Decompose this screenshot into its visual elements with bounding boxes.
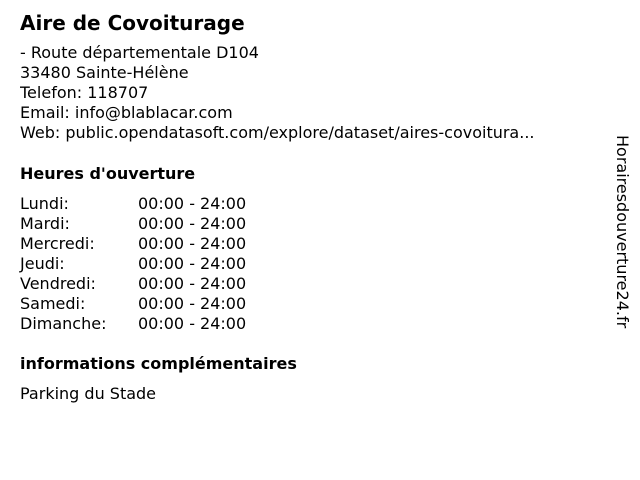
additional-info-heading: informations complémentaires [20, 354, 297, 373]
time-range: 00:00 - 24:00 [138, 254, 247, 273]
day-label: Samedi: [20, 294, 86, 313]
time-range: 00:00 - 24:00 [138, 194, 247, 213]
time-range: 00:00 - 24:00 [138, 234, 247, 253]
email-line: Email: info@blablacar.com [20, 103, 233, 122]
hours-row-mardi [20, 214, 280, 234]
time-range: 00:00 - 24:00 [138, 214, 247, 233]
time-range: 00:00 - 24:00 [138, 294, 247, 313]
address-line-1: - Route départementale D104 [20, 43, 259, 62]
day-label: Lundi: [20, 194, 69, 213]
website-line: Web: public.opendatasoft.com/explore/dataset/aires-covoitura... [20, 123, 535, 142]
phone-line: Telefon: 118707 [20, 83, 149, 102]
time-range: 00:00 - 24:00 [138, 314, 247, 333]
contact-details [20, 43, 600, 143]
additional-info-text: Parking du Stade [20, 384, 157, 403]
opening-hours-list [20, 194, 280, 334]
hours-row-jeudi [20, 254, 280, 274]
day-label: Vendredi: [20, 274, 96, 293]
address-line-2: 33480 Sainte-Hélène [20, 63, 189, 82]
hours-row-mercredi [20, 234, 280, 254]
page-title: Aire de Covoiturage [20, 11, 245, 35]
hours-row-vendredi [20, 274, 280, 294]
hours-row-lundi [20, 194, 280, 214]
day-label: Mardi: [20, 214, 70, 233]
hours-row-samedi [20, 294, 280, 314]
day-label: Jeudi: [20, 254, 65, 273]
opening-hours-heading: Heures d'ouverture [20, 164, 196, 183]
hours-row-dimanche [20, 314, 280, 334]
day-label: Dimanche: [20, 314, 107, 333]
time-range: 00:00 - 24:00 [138, 274, 247, 293]
site-brand-vertical: Horairesdouverture24.fr [613, 135, 632, 329]
day-label: Mercredi: [20, 234, 95, 253]
